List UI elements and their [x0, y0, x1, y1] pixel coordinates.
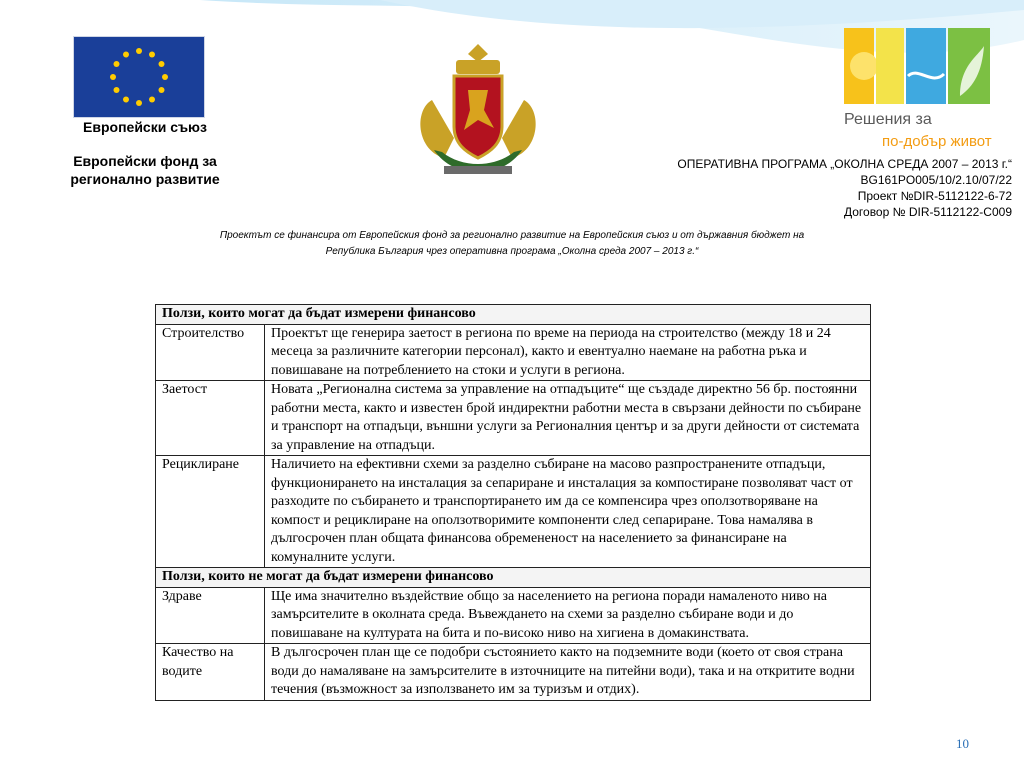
description-cell: В дългосрочен план ще се подобри състоянието както на подземните води (което от своя страна води до намаляване на замърсителите в източниците на питейни води), така и на откритите водни течения (възможност за използването им за туризъм и отдих).	[265, 644, 871, 701]
operational-program-info	[677, 156, 1012, 220]
funding-line: Република България чрез оперативна програма „Околна среда 2007 – 2013 г.“	[325, 246, 699, 257]
table-row	[156, 324, 871, 381]
eu-fund-label: Европейски фонд за регионално развитие	[70, 153, 220, 187]
section-title-nonfinancial: Ползи, които не могат да бъдат измерени финансово	[156, 568, 871, 588]
description-cell: Новата „Регионална система за управление на отпадъците“ ще създаде директно 56 бр. постоянни работни места, както и известен брой индиректни работни места в свързани дейности по събиране и транспорт на отпадъци, външни услуги за Регионалния център и за други дейности от системата за управление на отпадъци.	[265, 381, 871, 456]
coat-of-arms-icon	[404, 40, 552, 180]
section-title-financial: Ползи, които могат да бъдат измерени финансово	[156, 305, 871, 325]
table-row	[156, 381, 871, 456]
section-header-row	[156, 305, 871, 325]
table-row	[156, 644, 871, 701]
table-row	[156, 456, 871, 568]
benefits-table	[155, 304, 871, 701]
category-cell: Рециклиране	[156, 456, 265, 568]
category-cell: Качество на водите	[156, 644, 265, 701]
description-cell: Проектът ще генерира заетост в региона по време на периода на строителство (между 18 и 24 месеца за различните категории персонал), както и евентуално наемане на работна ръка и повишаване на потреблението на стоки и услуги в региона.	[265, 324, 871, 381]
op-line: BG161PO005/10/2.10/07/22	[860, 173, 1012, 187]
category-cell: Строителство	[156, 324, 265, 381]
table-row	[156, 587, 871, 644]
program-logo-text-2: по-добър живот	[882, 133, 992, 150]
category-cell: Здраве	[156, 587, 265, 644]
funding-line: Проектът се финансира от Европейския фонд за регионално развитие на Европейския съюз и от държавния бюджет на	[219, 230, 805, 241]
op-line: ОПЕРАТИВНА ПРОГРАМА „ОКОЛНА СРЕДА 2007 – 2013 г.“	[677, 157, 1012, 171]
section-header-row	[156, 568, 871, 588]
eu-union-label: Европейски съюз	[83, 119, 207, 135]
op-line: Проект №DIR-5112122-6-72	[857, 189, 1012, 203]
op-line: Договор № DIR-5112122-С009	[843, 205, 1012, 219]
funding-statement	[120, 228, 904, 260]
eu-flag-logo	[73, 36, 205, 118]
program-logo	[842, 26, 1024, 154]
category-cell: Заетост	[156, 381, 265, 456]
description-cell: Наличието на ефективни схеми за разделно събиране на масово разпространените отпадъци, функционирането на инсталация за сепариране и инсталация за компостиране позволяват част от разходите по събирането и транспортирането им да се компенсира чрез оползотворяване на компост и рециклиране на оползотворимите компоненти след сепариране. Това намалява в дългосрочен план общата финансова обремененост на населението за финансиране на комуналните услуги.	[265, 456, 871, 568]
description-cell: Ще има значително въздействие общо за населението на региона поради намаленото ниво на замърсителите в околната среда. Въвеждането на схеми за разделно събиране води и до повишаване на културата на бита и по-високо ниво на хигиена в домакинствата.	[265, 587, 871, 644]
eu-stars-icon	[110, 48, 168, 106]
program-logo-text-1: Решения за	[844, 111, 932, 128]
page-number: 10	[956, 736, 969, 751]
